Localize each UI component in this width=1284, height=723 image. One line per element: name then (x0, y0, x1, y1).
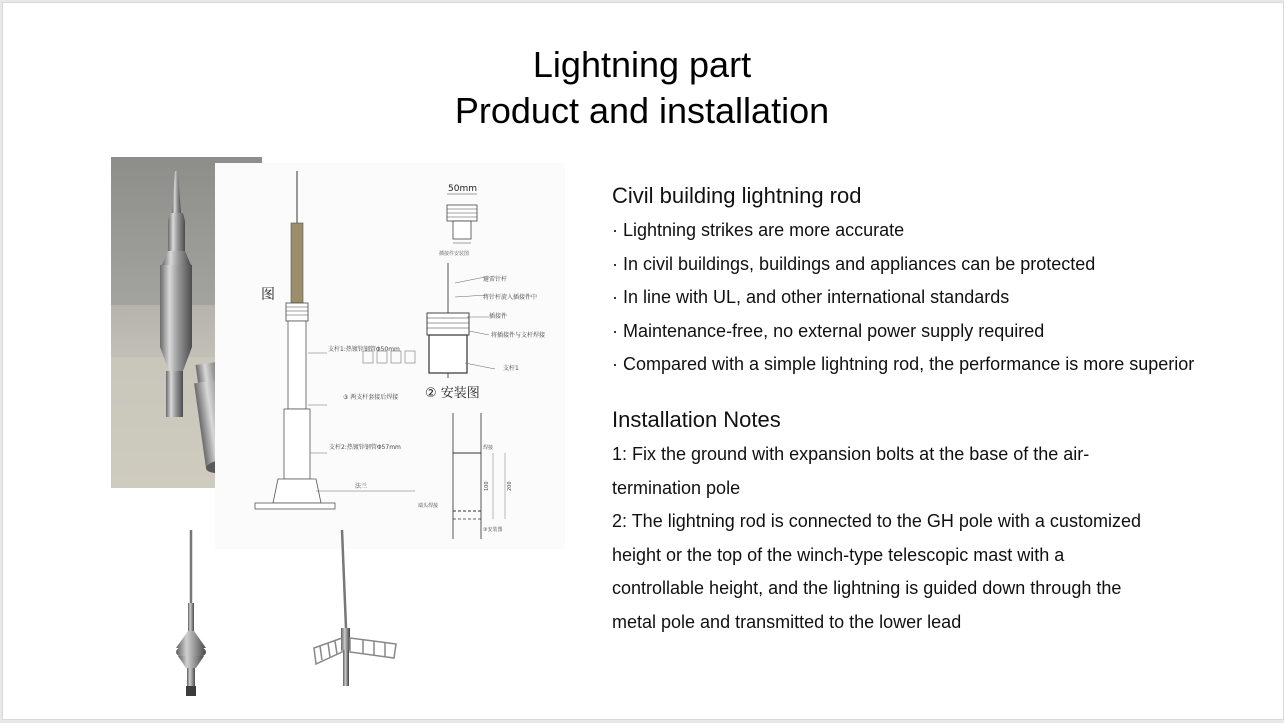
list-item: · In line with UL, and other international standards (612, 287, 1010, 308)
content-column (612, 180, 1252, 640)
page-title (0, 42, 1284, 134)
note-1-line: 1: Fix the ground with expansion bolts at the base of the air- (612, 443, 1090, 464)
installation-diagram (215, 163, 565, 549)
lightning-rod-product-b (308, 528, 400, 690)
lightning-rod-product-a (168, 528, 218, 703)
diagram-label-install: ② 安装图 (425, 386, 480, 401)
diagram-label-screw: 将针杆旋入插接件中 (483, 294, 538, 301)
diagram-label-weld: ③ 两支杆套接后焊接 (343, 394, 399, 401)
feature-list (612, 214, 1252, 382)
installation-notes (612, 438, 1252, 640)
diagram-label-rod: 避雷针杆 (483, 276, 508, 283)
notes-section-heading: Installation Notes (612, 406, 781, 432)
diagram-label-weld-connector: 将插接件与支杆焊接 (491, 332, 546, 339)
svg-text:200: 200 (507, 481, 513, 491)
list-item: · Compared with a simple lightning rod, the performance is more superior (612, 354, 1195, 375)
diagram-label-dim: 50mm (448, 184, 477, 194)
title-line-2: Product and installation (454, 90, 830, 131)
svg-text:100: 100 (484, 481, 490, 491)
note-2-line: metal pole and transmitted to the lower lead (612, 611, 962, 632)
diagram-label-install3: ③安装图 (483, 527, 503, 533)
note-2-line: 2: The lightning rod is connected to the GH pole with a customized (612, 511, 1141, 532)
diagram-label-connector: 插接件 (489, 313, 508, 320)
list-item: · In civil buildings, buildings and appliances can be protected (612, 253, 1096, 274)
note-2-line: controllable height, and the lightning is guided down through the (612, 578, 1122, 599)
diagram-label-cut: 图 (261, 287, 275, 303)
diagram-label-end-weld: 端头焊接 (418, 503, 439, 509)
diagram-label-flange: 法兰 (355, 483, 368, 490)
diagram-label-support1: 支杆1:热镀锌钢管Φ50mm (328, 346, 400, 353)
note-1-line: termination pole (612, 477, 741, 498)
svg-text:焊接: 焊接 (483, 445, 494, 451)
diagram-label-support: 支杆1 (503, 365, 519, 372)
list-item: · Lightning strikes are more accurate (612, 220, 905, 240)
diagram-label-connector-install: 插接件安装图 (439, 251, 470, 257)
diagram-label-support2: 支杆2:热镀锌钢管Φ57mm (329, 444, 401, 451)
title-line-1: Lightning part (532, 44, 752, 85)
rod-section-heading: Civil building lightning rod (612, 183, 862, 208)
note-2-line: height or the top of the winch-type telescopic mast with a (612, 544, 1065, 565)
list-item: · Maintenance-free, no external power supply required (612, 320, 1045, 341)
